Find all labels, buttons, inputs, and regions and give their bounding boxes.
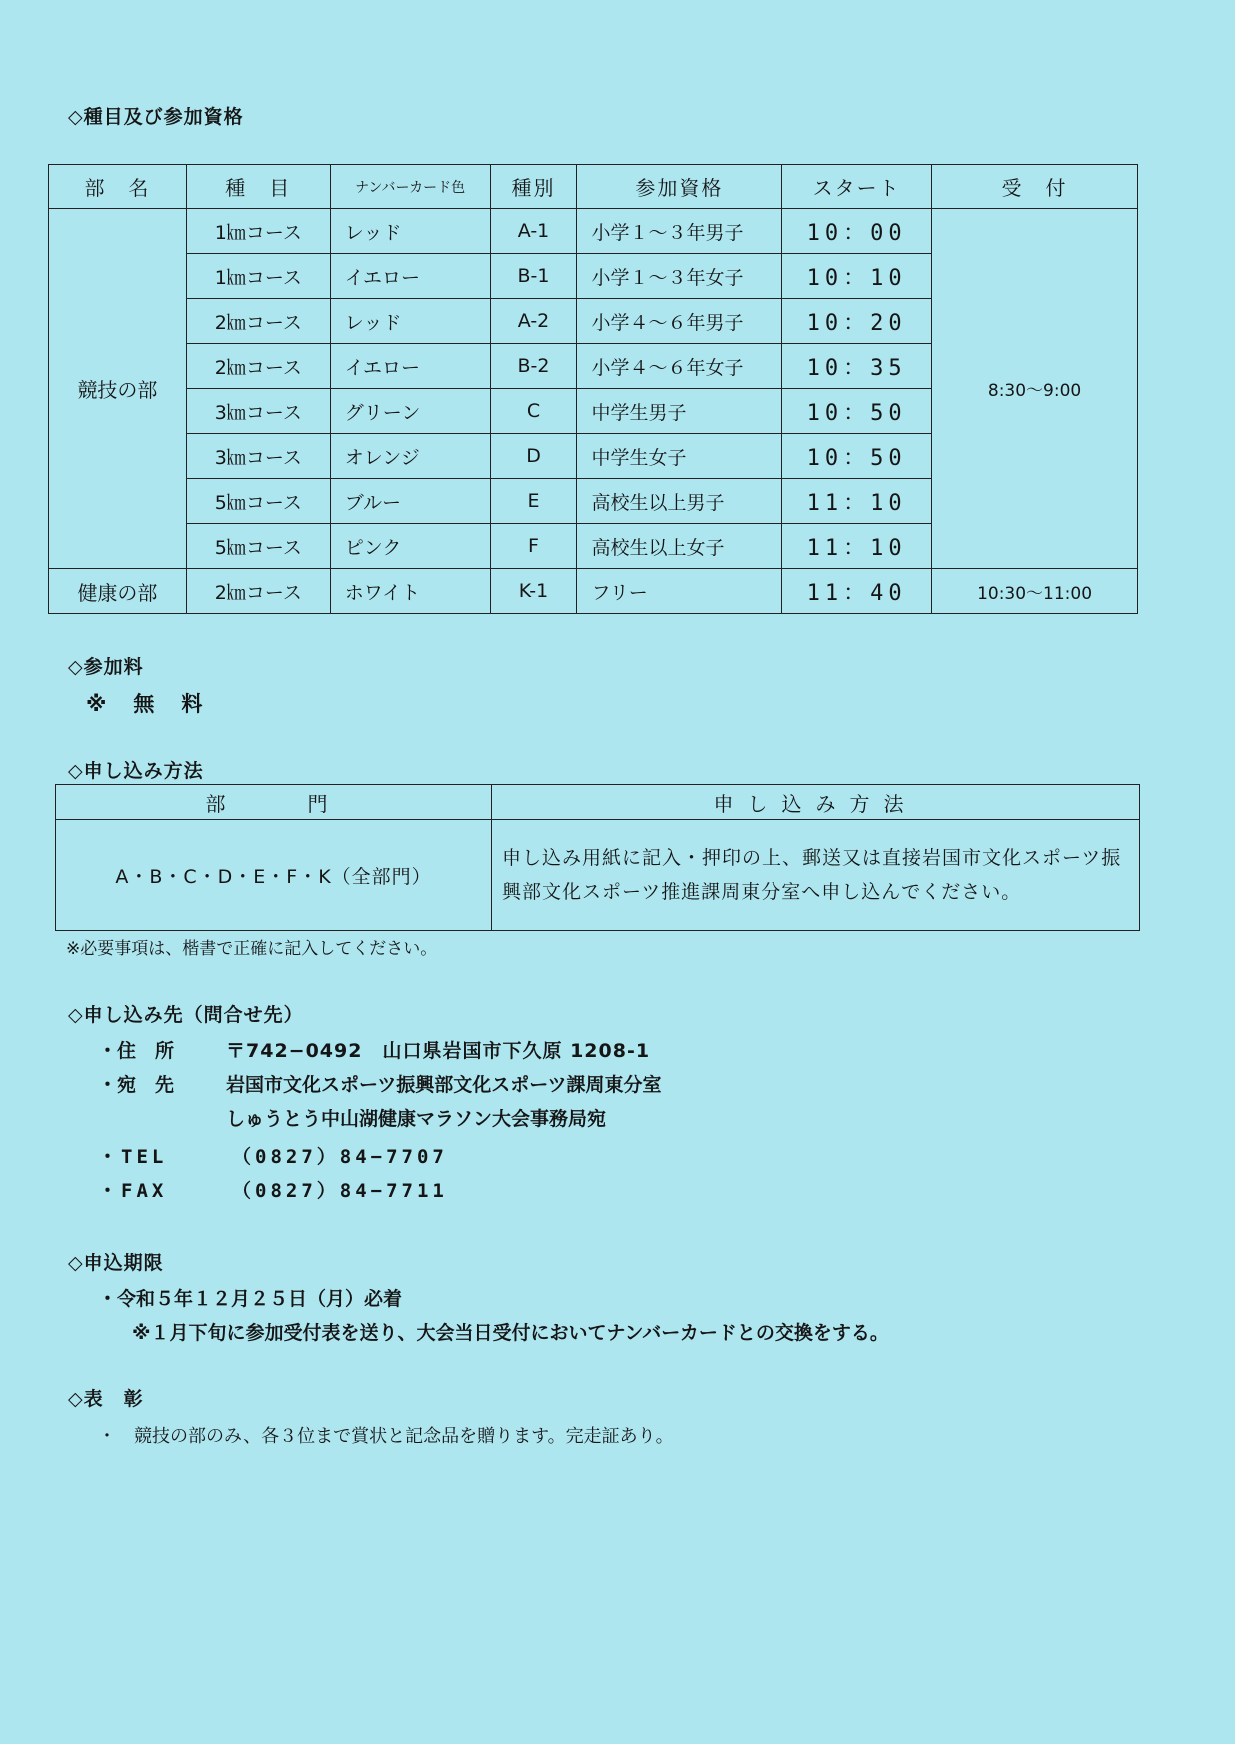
color-cell: イエロー xyxy=(330,254,490,299)
eligibility-cell: 高校生以上男子 xyxy=(577,479,782,524)
tel-label: ・TEL xyxy=(98,1146,168,1168)
start-cell: 11：40 xyxy=(782,569,932,614)
type-cell: B-1 xyxy=(490,254,577,299)
reception-competition: 8:30〜9:00 xyxy=(932,209,1138,569)
division-competition: 競技の部 xyxy=(49,209,187,569)
method-table xyxy=(55,784,1140,931)
color-cell: オレンジ xyxy=(330,434,490,479)
color-cell: レッド xyxy=(330,299,490,344)
recipient-value-line2: しゅうとう中山湖健康マラソン大会事務局宛 xyxy=(226,1108,607,1130)
eligibility-cell: 高校生以上女子 xyxy=(577,524,782,569)
fax-label: ・FAX xyxy=(98,1180,168,1202)
type-cell: A-1 xyxy=(490,209,577,254)
type-cell: C xyxy=(490,389,577,434)
fee-value: ※ 無 料 xyxy=(86,692,206,716)
deadline-section-title: ◇申込期限 xyxy=(68,1252,164,1274)
header-number-card-color: ナンバーカード色 xyxy=(330,165,490,209)
start-cell: 10：10 xyxy=(782,254,932,299)
header-division: 部 名 xyxy=(49,165,187,209)
start-cell: 11：10 xyxy=(782,479,932,524)
start-cell: 10：00 xyxy=(782,209,932,254)
color-cell: ホワイト xyxy=(330,569,490,614)
color-cell: レッド xyxy=(330,209,490,254)
type-cell: D xyxy=(490,434,577,479)
course-cell: 2㎞コース xyxy=(186,344,330,389)
type-cell: F xyxy=(490,524,577,569)
eligibility-cell: 小学１～３年男子 xyxy=(577,209,782,254)
type-cell: A-2 xyxy=(490,299,577,344)
eligibility-cell: 中学生男子 xyxy=(577,389,782,434)
fax-value: （0827）84−7711 xyxy=(232,1180,448,1202)
course-cell: 2㎞コース xyxy=(186,569,330,614)
start-cell: 10：35 xyxy=(782,344,932,389)
recipient-value-line1: 岩国市文化スポーツ振興部文化スポーツ課周東分室 xyxy=(226,1074,662,1096)
event-table xyxy=(48,164,1138,614)
start-cell: 10：20 xyxy=(782,299,932,344)
type-cell: E xyxy=(490,479,577,524)
color-cell: イエロー xyxy=(330,344,490,389)
start-cell: 10：50 xyxy=(782,389,932,434)
method-note: ※必要事項は、楷書で正確に記入してください。 xyxy=(66,939,438,959)
method-division-cell: A・B・C・D・E・F・K（全部門） xyxy=(56,820,492,931)
eligibility-cell: 小学１～３年女子 xyxy=(577,254,782,299)
start-cell: 10：50 xyxy=(782,434,932,479)
table-row xyxy=(56,820,1140,931)
fee-section-title: ◇参加料 xyxy=(68,656,144,678)
deadline-note: ※１月下旬に参加受付表を送り、大会当日受付においてナンバーカードとの交換をする。 xyxy=(132,1322,889,1344)
award-text: ・ 競技の部のみ、各３位まで賞状と記念品を贈ります。完走証あり。 xyxy=(98,1426,674,1447)
type-cell: B-2 xyxy=(490,344,577,389)
table-row xyxy=(49,569,1138,614)
course-cell: 5㎞コース xyxy=(186,524,330,569)
division-health: 健康の部 xyxy=(49,569,187,614)
header-method: 申し込み方法 xyxy=(492,785,1140,820)
color-cell: ブルー xyxy=(330,479,490,524)
course-cell: 1㎞コース xyxy=(186,254,330,299)
eligibility-cell: 小学４～６年女子 xyxy=(577,344,782,389)
header-event: 種 目 xyxy=(186,165,330,209)
color-cell: ピンク xyxy=(330,524,490,569)
header-start: スタート xyxy=(782,165,932,209)
method-description-cell: 申し込み用紙に記入・押印の上、郵送又は直接岩国市文化スポーツ振興部文化スポーツ推進課周東分室へ申し込んでください。 xyxy=(492,820,1140,931)
table-header-row xyxy=(49,165,1138,209)
header-type: 種別 xyxy=(490,165,577,209)
contact-section-title: ◇申し込み先（問合せ先） xyxy=(68,1004,304,1026)
deadline-date: ・令和５年１２月２５日（月）必着 xyxy=(98,1288,403,1310)
table-header-row xyxy=(56,785,1140,820)
address-label: ・住 所 xyxy=(98,1040,175,1062)
event-section-title: ◇種目及び参加資格 xyxy=(68,106,244,128)
header-eligibility: 参加資格 xyxy=(577,165,782,209)
color-cell: グリーン xyxy=(330,389,490,434)
address-value: 〒742−0492 山口県岩国市下久原 1208-1 xyxy=(226,1040,651,1062)
eligibility-cell: 中学生女子 xyxy=(577,434,782,479)
tel-value: （0827）84−7707 xyxy=(232,1146,448,1168)
eligibility-cell: 小学４～６年男子 xyxy=(577,299,782,344)
type-cell: K-1 xyxy=(490,569,577,614)
course-cell: 1㎞コース xyxy=(186,209,330,254)
course-cell: 3㎞コース xyxy=(186,389,330,434)
course-cell: 2㎞コース xyxy=(186,299,330,344)
eligibility-cell: フリー xyxy=(577,569,782,614)
course-cell: 3㎞コース xyxy=(186,434,330,479)
award-section-title: ◇表 彰 xyxy=(68,1388,144,1410)
header-reception: 受 付 xyxy=(932,165,1138,209)
method-section-title: ◇申し込み方法 xyxy=(68,760,204,782)
course-cell: 5㎞コース xyxy=(186,479,330,524)
start-cell: 11：10 xyxy=(782,524,932,569)
recipient-label: ・宛 先 xyxy=(98,1074,175,1096)
reception-health: 10:30〜11:00 xyxy=(932,569,1138,614)
header-method-division: 部 門 xyxy=(56,785,492,820)
table-row xyxy=(49,209,1138,254)
